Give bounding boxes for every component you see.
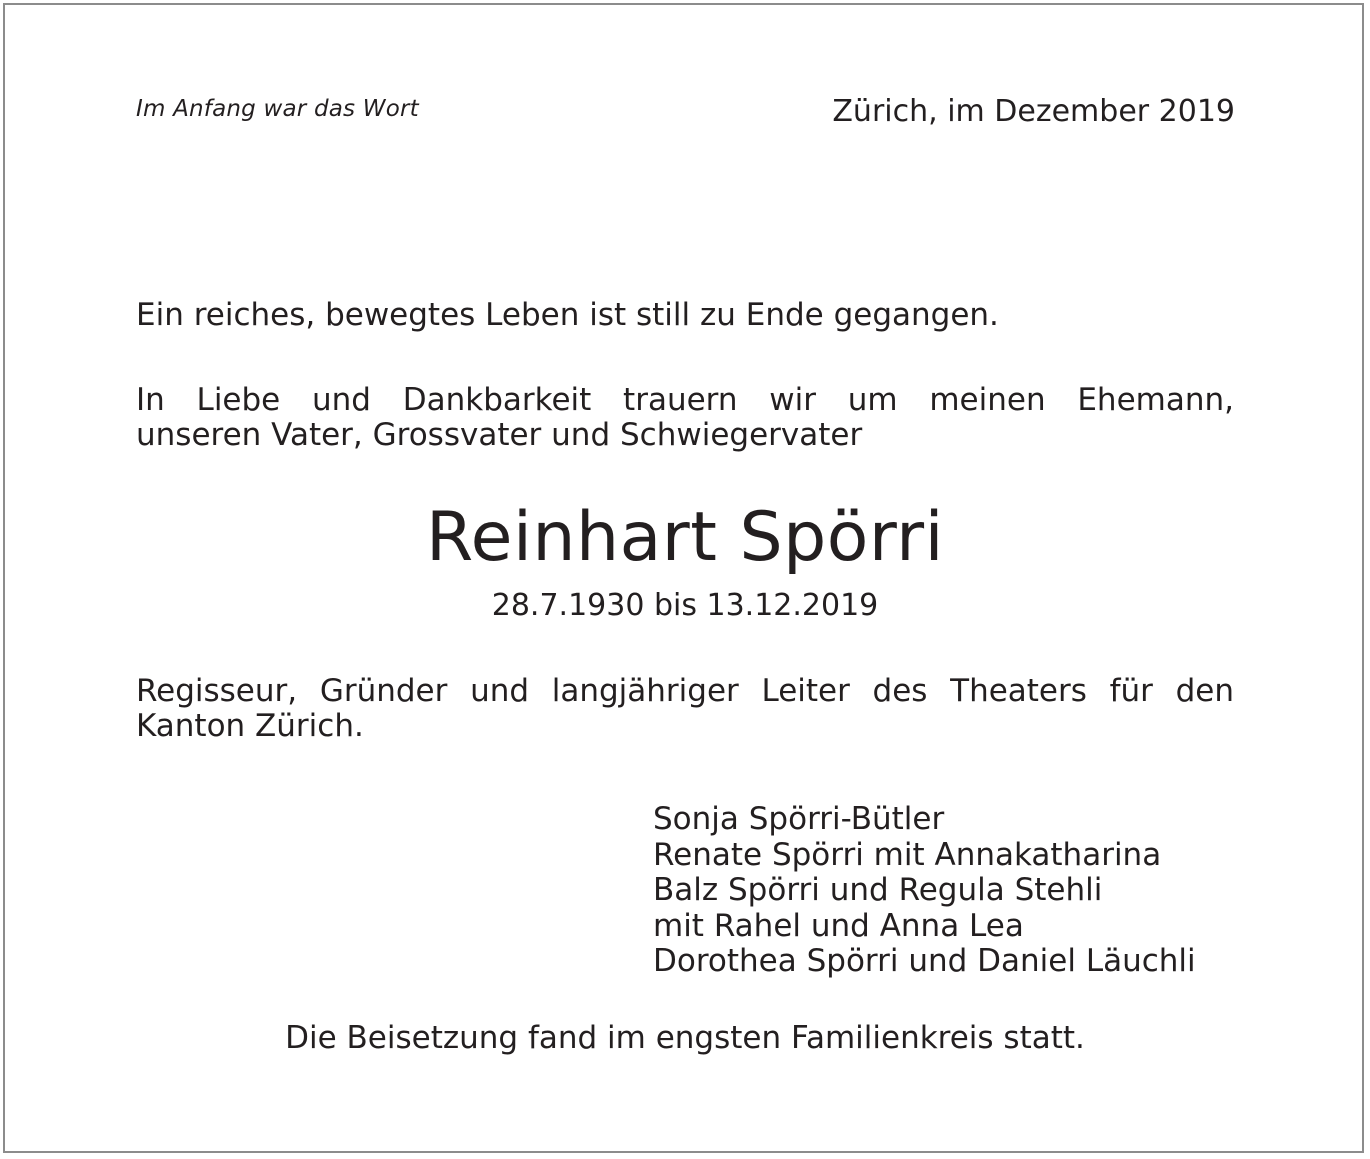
mourning-line-1: In Liebe und Dankbarkeit trauern wir um meinen Ehemann, [136, 382, 1234, 418]
mourner-name: Dorothea Spörri und Daniel Läuchli [653, 943, 1196, 979]
mourners-list [653, 802, 1196, 980]
intro-paragraph [136, 298, 1234, 333]
closing-statement: Die Beisetzung fand im engsten Familienkreis statt. [285, 1020, 1085, 1056]
place-date: Zürich, im Dezember 2019 [832, 94, 1235, 129]
life-dates: 28.7.1930 bis 13.12.2019 [491, 588, 879, 623]
mourner-name: Sonja Spörri-Bütler [653, 801, 945, 837]
mourning-line-2: unseren Vater, Grossvater und Schwiegervater [136, 417, 863, 453]
motto: Im Anfang war das Wort [136, 96, 419, 122]
mourning-paragraph [136, 383, 1234, 453]
description-line-2: Kanton Zürich. [136, 708, 364, 744]
mourner-name: mit Rahel und Anna Lea [653, 907, 1024, 944]
mourner-name: Balz Spörri und Regula Stehli [653, 872, 1103, 908]
intro-line: Ein reiches, bewegtes Leben ist still zu Ende gegangen. [136, 297, 999, 333]
deceased-name: Reinhart Spörri [425, 498, 945, 577]
description-paragraph [136, 674, 1234, 744]
description-line-1: Regisseur, Gründer und langjähriger Leiter des Theaters für den [136, 673, 1234, 709]
mourner-name: Renate Spörri mit Annakatharina [653, 836, 1162, 873]
